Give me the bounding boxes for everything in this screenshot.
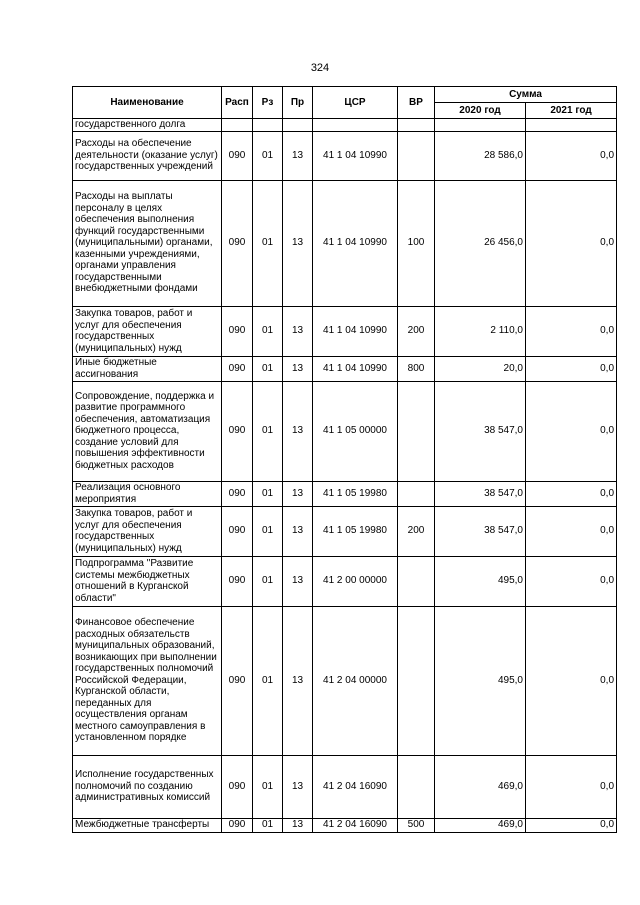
cell-pr: 13 [283, 306, 313, 356]
cell-rasp: 090 [222, 131, 253, 180]
cell-sum-2021: 0,0 [526, 356, 617, 381]
header-sum: Сумма [435, 87, 617, 103]
cell-sum-2020: 38 547,0 [435, 481, 526, 506]
cell-rz: 01 [253, 356, 283, 381]
cell-pr: 13 [283, 131, 313, 180]
table-row [73, 818, 617, 832]
cell-name: Исполнение государственных полномочий по созданию административных комиссий [73, 755, 222, 818]
cell-rz: 01 [253, 606, 283, 755]
header-name: Наименование [73, 87, 222, 119]
table-row-continuation [73, 119, 617, 132]
cell-rasp: 090 [222, 381, 253, 481]
cell-name: Межбюджетные трансферты [73, 818, 222, 832]
cell-rasp: 090 [222, 180, 253, 306]
cell-pr: 13 [283, 481, 313, 506]
cell-name: Закупка товаров, работ и услуг для обеспечения государственных (муниципальных) нужд [73, 506, 222, 556]
cell-name: Реализация основного мероприятия [73, 481, 222, 506]
table-row [73, 131, 617, 180]
cell-csr: 41 1 04 10990 [313, 306, 398, 356]
cell-csr: 41 1 04 10990 [313, 180, 398, 306]
cell-csr: 41 1 05 19980 [313, 506, 398, 556]
cell-pr: 13 [283, 506, 313, 556]
cell-vr [398, 556, 435, 606]
cell-rasp: 090 [222, 306, 253, 356]
header-year-2021: 2021 год [526, 103, 617, 119]
cell-sum-2020: 38 547,0 [435, 506, 526, 556]
header-csr: ЦСР [313, 87, 398, 119]
table-row [73, 556, 617, 606]
table-row [73, 481, 617, 506]
cell-sum-2020: 20,0 [435, 356, 526, 381]
cell-sum-2020: 28 586,0 [435, 131, 526, 180]
cell-name: Подпрограмма "Развитие системы межбюджетных отношений в Курганской области" [73, 556, 222, 606]
cell-sum-2021: 0,0 [526, 556, 617, 606]
header-vr: ВР [398, 87, 435, 119]
cell-name: Закупка товаров, работ и услуг для обеспечения государственных (муниципальных) нужд [73, 306, 222, 356]
cell-sum-2020: 26 456,0 [435, 180, 526, 306]
cell-vr [398, 606, 435, 755]
cell-csr: 41 2 04 16090 [313, 818, 398, 832]
table-row [73, 606, 617, 755]
table-row [73, 356, 617, 381]
cell-rz: 01 [253, 481, 283, 506]
cell-rz: 01 [253, 556, 283, 606]
cell-name: Расходы на выплаты персоналу в целях обеспечения выполнения функций государственными (муниципальными) органами, казенными учреждениями, органами управления государственными внебюджетными фондами [73, 180, 222, 306]
cell-pr: 13 [283, 556, 313, 606]
cell-vr: 100 [398, 180, 435, 306]
cell-csr: 41 2 04 00000 [313, 606, 398, 755]
cell-csr: 41 1 04 10990 [313, 131, 398, 180]
cell-rz: 01 [253, 306, 283, 356]
cell-pr: 13 [283, 606, 313, 755]
header-year-2020: 2020 год [435, 103, 526, 119]
cell-sum-2021: 0,0 [526, 180, 617, 306]
cell-sum-2020: 38 547,0 [435, 381, 526, 481]
page-number: 324 [310, 62, 330, 74]
cell-vr [398, 755, 435, 818]
cell-sum-2021: 0,0 [526, 818, 617, 832]
cell-vr [398, 381, 435, 481]
cell-rasp: 090 [222, 556, 253, 606]
cell-name: Иные бюджетные ассигнования [73, 356, 222, 381]
cell-sum-2020: 495,0 [435, 556, 526, 606]
cell-rasp: 090 [222, 356, 253, 381]
cell-rasp: 090 [222, 481, 253, 506]
cell-vr: 200 [398, 506, 435, 556]
cell-vr [398, 131, 435, 180]
cell-pr: 13 [283, 180, 313, 306]
cell-rz: 01 [253, 381, 283, 481]
cell-sum-2020: 469,0 [435, 818, 526, 832]
continuation-cell: государственного долга [73, 119, 222, 132]
cell-csr: 41 1 05 19980 [313, 481, 398, 506]
cell-name: Финансовое обеспечение расходных обязательств муниципальных образований, возникающих при выполнении государственных полномочий Российской Федерации, Курганской области, переданных для осуществления органам местного самоуправления в установленном порядке [73, 606, 222, 755]
cell-vr: 200 [398, 306, 435, 356]
cell-pr: 13 [283, 356, 313, 381]
table-row [73, 381, 617, 481]
table-row [73, 180, 617, 306]
cell-sum-2021: 0,0 [526, 506, 617, 556]
cell-sum-2021: 0,0 [526, 481, 617, 506]
cell-pr: 13 [283, 818, 313, 832]
cell-vr: 800 [398, 356, 435, 381]
cell-rasp: 090 [222, 606, 253, 755]
budget-table [72, 86, 617, 833]
cell-rasp: 090 [222, 506, 253, 556]
header-rasp: Расп [222, 87, 253, 119]
cell-sum-2020: 2 110,0 [435, 306, 526, 356]
cell-rz: 01 [253, 506, 283, 556]
cell-rasp: 090 [222, 818, 253, 832]
table-row [73, 506, 617, 556]
cell-sum-2020: 495,0 [435, 606, 526, 755]
cell-name: Расходы на обеспечение деятельности (оказание услуг) государственных учреждений [73, 131, 222, 180]
cell-name: Сопровождение, поддержка и развитие программного обеспечения, автоматизация бюджетного процесса, создание условий для повышения эффективности бюджетных расходов [73, 381, 222, 481]
cell-pr: 13 [283, 755, 313, 818]
cell-rz: 01 [253, 818, 283, 832]
cell-sum-2021: 0,0 [526, 131, 617, 180]
cell-csr: 41 2 04 16090 [313, 755, 398, 818]
cell-rasp: 090 [222, 755, 253, 818]
cell-sum-2021: 0,0 [526, 606, 617, 755]
cell-csr: 41 2 00 00000 [313, 556, 398, 606]
cell-sum-2021: 0,0 [526, 306, 617, 356]
cell-rz: 01 [253, 180, 283, 306]
table-row [73, 755, 617, 818]
cell-sum-2020: 469,0 [435, 755, 526, 818]
cell-vr: 500 [398, 818, 435, 832]
cell-rz: 01 [253, 755, 283, 818]
cell-csr: 41 1 05 00000 [313, 381, 398, 481]
cell-pr: 13 [283, 381, 313, 481]
cell-vr [398, 481, 435, 506]
header-pr: Пр [283, 87, 313, 119]
cell-rz: 01 [253, 131, 283, 180]
table-row [73, 306, 617, 356]
cell-sum-2021: 0,0 [526, 755, 617, 818]
cell-sum-2021: 0,0 [526, 381, 617, 481]
header-rz: Рз [253, 87, 283, 119]
cell-csr: 41 1 04 10990 [313, 356, 398, 381]
